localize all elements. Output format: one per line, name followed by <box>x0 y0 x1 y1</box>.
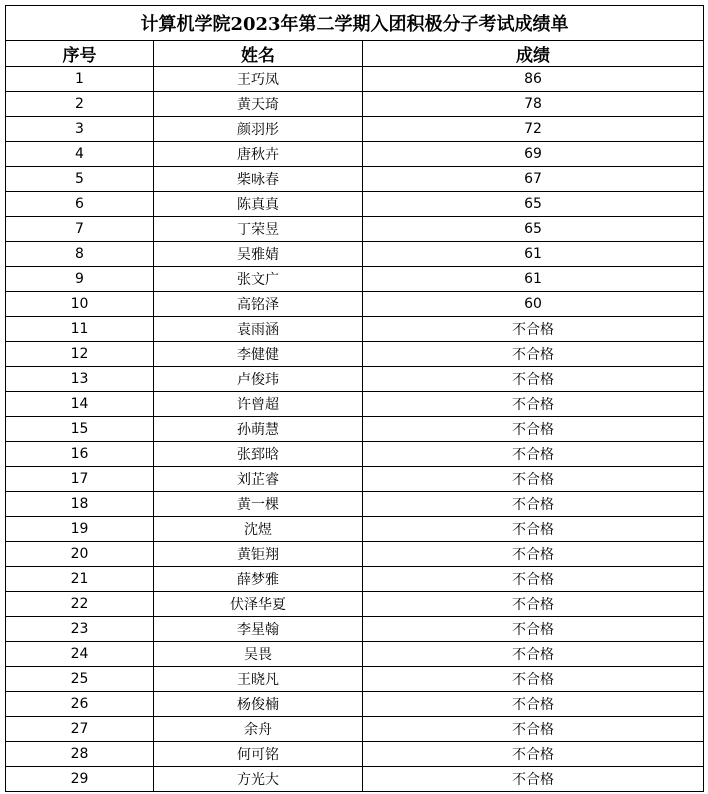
table-row <box>6 317 704 342</box>
row-score-cell: 不合格 <box>363 392 704 417</box>
row-score-cell: 65 <box>363 192 704 217</box>
table-row <box>6 767 704 792</box>
row-index-cell: 1 <box>6 67 154 92</box>
row-name-cell: 杨俊楠 <box>154 692 363 717</box>
row-index-cell: 21 <box>6 567 154 592</box>
table-row <box>6 117 704 142</box>
row-score-cell: 78 <box>363 92 704 117</box>
row-name-cell: 黄一棵 <box>154 492 363 517</box>
row-name-cell: 唐秋卉 <box>154 142 363 167</box>
row-name-cell: 陈真真 <box>154 192 363 217</box>
row-index-cell: 7 <box>6 217 154 242</box>
row-score-cell: 不合格 <box>363 692 704 717</box>
row-index-cell: 14 <box>6 392 154 417</box>
row-name-cell: 袁雨涵 <box>154 317 363 342</box>
row-index-cell: 23 <box>6 617 154 642</box>
table-row <box>6 417 704 442</box>
row-index-cell: 19 <box>6 517 154 542</box>
row-name-cell: 许曾超 <box>154 392 363 417</box>
row-index-cell: 28 <box>6 742 154 767</box>
row-score-cell: 不合格 <box>363 317 704 342</box>
table-row <box>6 667 704 692</box>
table-row <box>6 492 704 517</box>
table-row <box>6 642 704 667</box>
row-index-cell: 5 <box>6 167 154 192</box>
table-row <box>6 367 704 392</box>
row-index-cell: 11 <box>6 317 154 342</box>
row-index-cell: 20 <box>6 542 154 567</box>
row-score-cell: 不合格 <box>363 567 704 592</box>
table-row <box>6 592 704 617</box>
row-name-cell: 高铭泽 <box>154 292 363 317</box>
row-score-cell: 60 <box>363 292 704 317</box>
row-index-cell: 16 <box>6 442 154 467</box>
table-row <box>6 517 704 542</box>
row-index-cell: 15 <box>6 417 154 442</box>
row-name-cell: 吴畏 <box>154 642 363 667</box>
row-score-cell: 不合格 <box>363 767 704 792</box>
table-row <box>6 542 704 567</box>
row-name-cell: 李健健 <box>154 342 363 367</box>
row-score-cell: 不合格 <box>363 492 704 517</box>
table-row <box>6 692 704 717</box>
table-row <box>6 242 704 267</box>
row-score-cell: 72 <box>363 117 704 142</box>
table-row <box>6 342 704 367</box>
row-name-cell: 丁荣昱 <box>154 217 363 242</box>
row-name-cell: 黄天琦 <box>154 92 363 117</box>
row-name-cell: 余舟 <box>154 717 363 742</box>
row-score-cell: 69 <box>363 142 704 167</box>
table-row <box>6 442 704 467</box>
row-index-cell: 25 <box>6 667 154 692</box>
column-header-index: 序号 <box>6 41 154 67</box>
row-index-cell: 17 <box>6 467 154 492</box>
row-name-cell: 颜羽彤 <box>154 117 363 142</box>
row-name-cell: 柴咏春 <box>154 167 363 192</box>
row-index-cell: 18 <box>6 492 154 517</box>
row-score-cell: 不合格 <box>363 642 704 667</box>
table-row <box>6 742 704 767</box>
table-row <box>6 67 704 92</box>
row-score-cell: 不合格 <box>363 542 704 567</box>
table-row <box>6 717 704 742</box>
table-body <box>6 67 704 792</box>
table-row <box>6 392 704 417</box>
table-row <box>6 92 704 117</box>
row-index-cell: 4 <box>6 142 154 167</box>
row-name-cell: 王巧凤 <box>154 67 363 92</box>
row-score-cell: 不合格 <box>363 667 704 692</box>
column-header-name: 姓名 <box>154 41 363 67</box>
row-index-cell: 27 <box>6 717 154 742</box>
table-row <box>6 267 704 292</box>
table-row <box>6 167 704 192</box>
row-score-cell: 61 <box>363 267 704 292</box>
row-index-cell: 3 <box>6 117 154 142</box>
row-score-cell: 不合格 <box>363 742 704 767</box>
column-header-score: 成绩 <box>363 41 704 67</box>
row-index-cell: 26 <box>6 692 154 717</box>
score-table <box>5 5 704 792</box>
table-row <box>6 142 704 167</box>
table-row <box>6 217 704 242</box>
row-score-cell: 不合格 <box>363 417 704 442</box>
row-score-cell: 不合格 <box>363 442 704 467</box>
row-name-cell: 沈煜 <box>154 517 363 542</box>
table-row <box>6 617 704 642</box>
row-score-cell: 61 <box>363 242 704 267</box>
row-index-cell: 22 <box>6 592 154 617</box>
row-name-cell: 卢俊玮 <box>154 367 363 392</box>
row-index-cell: 8 <box>6 242 154 267</box>
table-row <box>6 192 704 217</box>
row-score-cell: 不合格 <box>363 517 704 542</box>
table-title: 计算机学院2023年第二学期入团积极分子考试成绩单 <box>6 6 704 41</box>
row-score-cell: 不合格 <box>363 592 704 617</box>
row-name-cell: 孙萌慧 <box>154 417 363 442</box>
row-score-cell: 67 <box>363 167 704 192</box>
row-index-cell: 24 <box>6 642 154 667</box>
row-index-cell: 2 <box>6 92 154 117</box>
row-index-cell: 29 <box>6 767 154 792</box>
row-name-cell: 黄钜翔 <box>154 542 363 567</box>
row-score-cell: 86 <box>363 67 704 92</box>
row-score-cell: 不合格 <box>363 717 704 742</box>
row-index-cell: 13 <box>6 367 154 392</box>
row-score-cell: 不合格 <box>363 367 704 392</box>
row-index-cell: 9 <box>6 267 154 292</box>
table-row <box>6 567 704 592</box>
row-name-cell: 何可铭 <box>154 742 363 767</box>
row-name-cell: 吴雅婧 <box>154 242 363 267</box>
row-index-cell: 6 <box>6 192 154 217</box>
row-name-cell: 薛梦雅 <box>154 567 363 592</box>
table-row <box>6 292 704 317</box>
table-row <box>6 467 704 492</box>
row-index-cell: 12 <box>6 342 154 367</box>
row-name-cell: 方光大 <box>154 767 363 792</box>
row-name-cell: 刘芷睿 <box>154 467 363 492</box>
row-score-cell: 不合格 <box>363 342 704 367</box>
row-name-cell: 张文广 <box>154 267 363 292</box>
row-name-cell: 伏泽华夏 <box>154 592 363 617</box>
row-score-cell: 65 <box>363 217 704 242</box>
row-name-cell: 张郅晗 <box>154 442 363 467</box>
row-name-cell: 王晓凡 <box>154 667 363 692</box>
row-name-cell: 李星翰 <box>154 617 363 642</box>
row-index-cell: 10 <box>6 292 154 317</box>
row-score-cell: 不合格 <box>363 617 704 642</box>
row-score-cell: 不合格 <box>363 467 704 492</box>
